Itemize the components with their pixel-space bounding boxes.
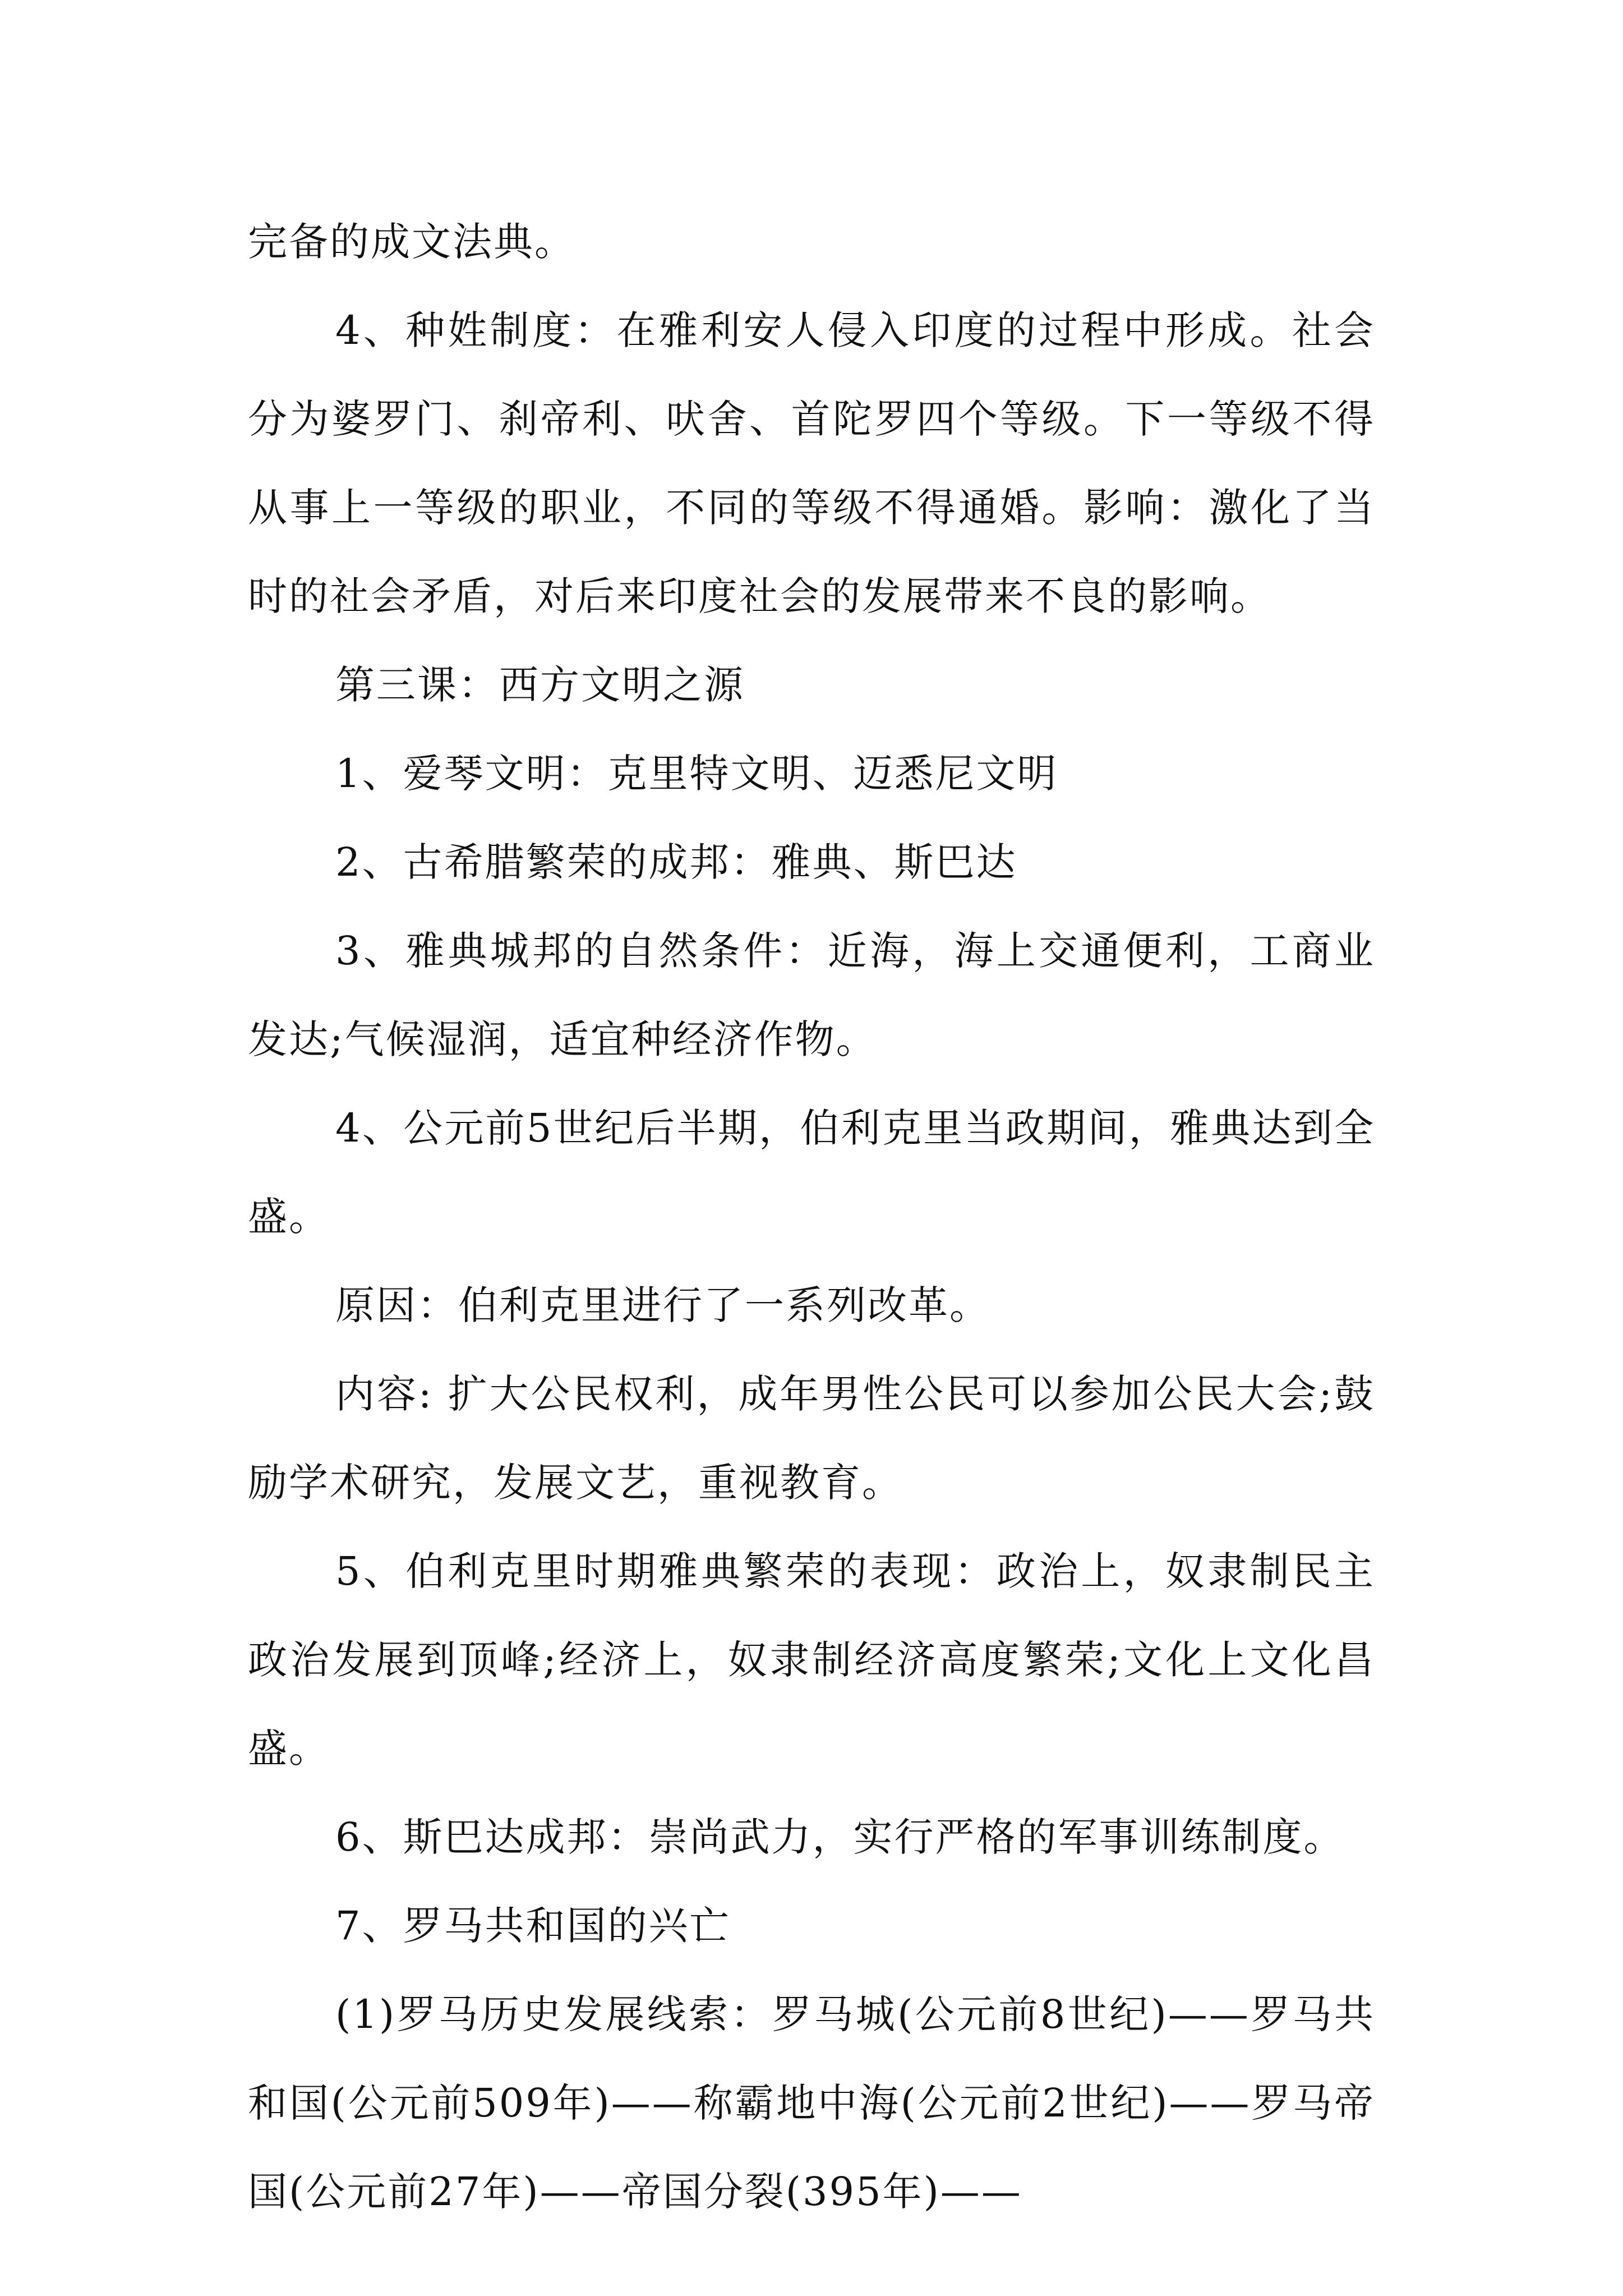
paragraph: (1)罗马历史发展线索：罗马城(公元前8世纪)——罗马共和国(公元前509年)——称霸地中海(公元前2世纪)——罗马帝国(公元前27年)——帝国分裂(395年)—— [248, 1991, 1375, 2215]
paragraph: 完备的成文法典。 [248, 219, 575, 265]
paragraph: 内容: 扩大公民权利，成年男性公民可以参加公民大会;鼓励学术研究，发展文艺，重视教育。 [248, 1371, 1375, 1506]
paragraph: 1、爱琴文明：克里特文明、迈悉尼文明 [335, 751, 1058, 797]
paragraph: 4、公元前5世纪后半期，伯利克里当政期间，雅典达到全盛。 [248, 1105, 1375, 1240]
paragraph: 原因：伯利克里进行了一系列改革。 [335, 1282, 990, 1328]
paragraph: 3、雅典城邦的自然条件：近海，海上交通便利，工商业发达;气候湿润，适宜种经济作物。 [248, 928, 1375, 1062]
paragraph: 6、斯巴达成邦：崇尚武力，实行严格的军事训练制度。 [335, 1814, 1345, 1860]
paragraph: 4、种姓制度：在雅利安人侵入印度的过程中形成。社会分为婆罗门、刹帝利、吠舍、首陀罗四个等级。下一等级不得从事上一等级的职业，不同的等级不得通婚。影响：激化了当时的社会矛盾，对后来印度社会的发展带来不良的影响。 [248, 307, 1375, 619]
paragraph: 5、伯利克里时期雅典繁荣的表现：政治上，奴隶制民主政治发展到顶峰;经济上，奴隶制经济高度繁荣;文化上文化昌盛。 [248, 1548, 1375, 1772]
paragraph: 2、古希腊繁荣的成邦：雅典、斯巴达 [335, 839, 1017, 885]
paragraph: 7、罗马共和国的兴亡 [335, 1903, 731, 1949]
document-body [248, 197, 1375, 2236]
section-heading: 第三课：西方文明之源 [335, 662, 745, 708]
